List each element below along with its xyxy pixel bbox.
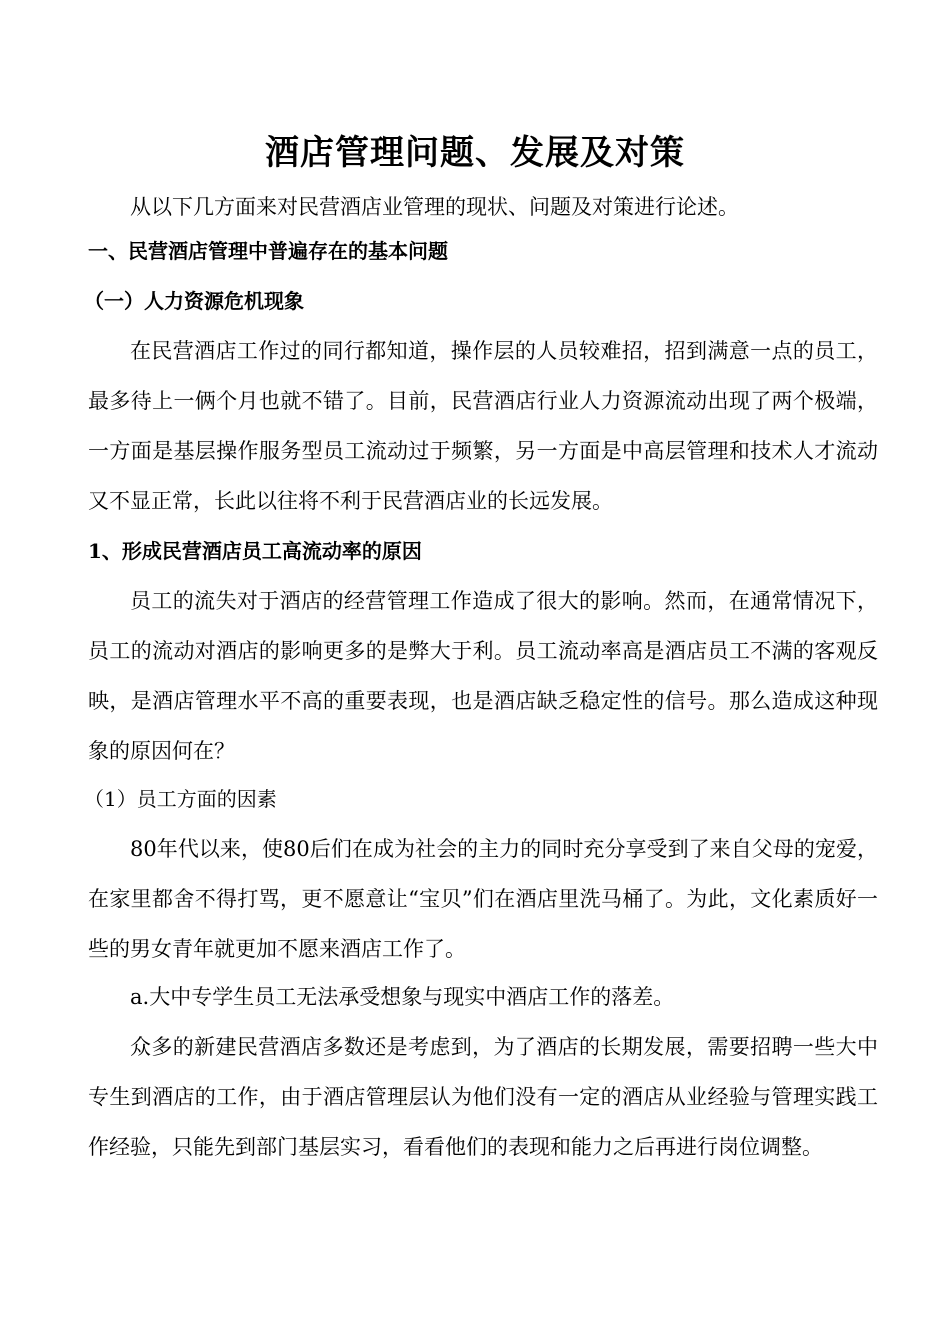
body-paragraph-1: 在民营酒店工作过的同行都知道，操作层的人员较难招，招到满意一点的员工，最多待上一俩个月也就不错了。目前，民营酒店行业人力资源流动出现了两个极端，一方面是基层操作服务型员工流动过于频繁，另一方面是中高层管理和技术人才流动又不显正常，长此以往将不利于民营酒店业的长远发展。 bbox=[88, 339, 878, 513]
subsection-heading: （一）人力资源危机现象 bbox=[84, 289, 304, 313]
body-paragraph-3: 80年代以来，使80后们在成为社会的主力的同时充分享受到了来自父母的宠爱，在家里都舍不得打骂，更不愿意让“宝贝”们在酒店里洗马桶了。为此，文化素质好一些的男女青年就更加不愿来酒店工作了。 bbox=[88, 837, 878, 961]
body-paragraph-4: 众多的新建民营酒店多数还是考虑到，为了酒店的长期发展，需要招聘一些大中专生到酒店的工作，由于酒店管理层认为他们没有一定的酒店从业经验与管理实践工作经验，只能先到部门基层实习，看看他们的表现和能力之后再进行岗位调整。 bbox=[88, 1035, 878, 1159]
intro-paragraph: 从以下几方面来对民营酒店业管理的现状、问题及对策进行论述。 bbox=[130, 195, 739, 219]
point-heading: 1、形成民营酒店员工高流动率的原因 bbox=[88, 539, 422, 563]
factor-heading: （1）员工方面的因素 bbox=[84, 787, 277, 811]
document-title: 酒店管理问题、发展及对策 bbox=[265, 133, 685, 173]
section-heading: 一、民营酒店管理中普遍存在的基本问题 bbox=[88, 239, 448, 263]
body-paragraph-2: 员工的流失对于酒店的经营管理工作造成了很大的影响。然而，在通常情况下，员工的流动对酒店的影响更多的是弊大于利。员工流动率高是酒店员工不满的客观反映，是酒店管理水平不高的重要表现，也是酒店缺乏稳定性的信号。那么造成这种现象的原因何在？ bbox=[88, 589, 878, 763]
list-item-a: a.大中专学生员工无法承受想象与现实中酒店工作的落差。 bbox=[130, 985, 675, 1009]
